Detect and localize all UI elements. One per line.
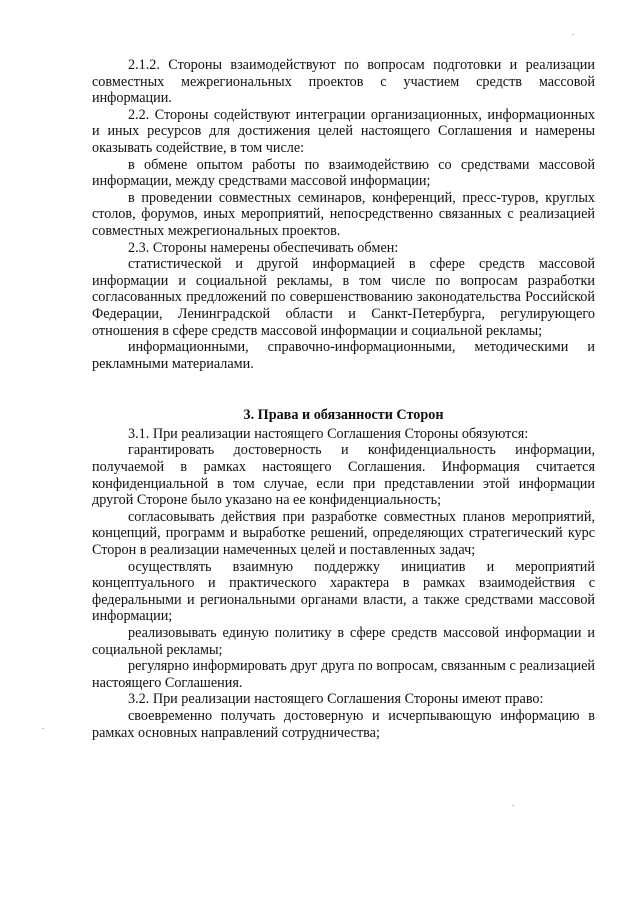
paragraph-2-1-2: 2.1.2. Стороны взаимодействуют по вопросам подготовки и реализации совместных межрегиональных проектов с участием средств массовой информации. — [92, 57, 595, 107]
paragraph-2-2-item-1: в обмене опытом работы по взаимодействию со средствами массовой информации, между средствами массовой информации; — [92, 156, 595, 190]
paragraph-3-1-item-1: гарантировать достоверность и конфиденциальность информации, получаемой в рамках настоящего Соглашения. Информация считается конфиденциальной в том случае, если при представлении этой информации другой Стороне было указано на ее конфиденциальность; — [92, 442, 595, 509]
document-body — [92, 57, 595, 741]
section-3-title: 3. Права и обязанности Сторон — [243, 407, 444, 424]
paragraph-3-1-item-5: регулярно информировать друг друга по вопросам, связанным с реализацией настоящего Соглашения. — [92, 658, 595, 691]
scan-speck — [512, 805, 514, 806]
paragraph-2-2: 2.2. Стороны содействуют интеграции организационных, информационных и иных ресурсов для достижения целей настоящего Соглашения и намерены оказывать содействие, в том числе: — [92, 106, 595, 156]
paragraph-3-1-item-4: реализовывать единую политику в сфере средств массовой информации и социальной рекламы; — [92, 625, 595, 658]
paragraph-2-3-item-2: информационными, справочно-информационными, методическими и рекламными материалами. — [92, 339, 595, 372]
paragraph-3-1-item-3: осуществлять взаимную поддержку инициатив и мероприятий концептуального и практического характера в рамках взаимодействия с федеральными и региональными органами власти, а также средствами массовой информации; — [92, 558, 595, 625]
paragraph-3-1-item-2: согласовывать действия при разработке совместных планов мероприятий, концепций, программ и выработке решений, определяющих стратегический курс Сторон в реализации намеченных целей и поставленных задач; — [92, 508, 595, 559]
paragraph-3-1: 3.1. При реализации настоящего Соглашения Стороны обязуются: — [128, 425, 529, 442]
paragraph-3-2: 3.2. При реализации настоящего Соглашения Стороны имеют право: — [128, 691, 544, 708]
paragraph-3-2-item-1: своевременно получать достоверную и исчерпывающую информацию в рамках основных направлений сотрудничества; — [92, 707, 595, 741]
paragraph-2-3-item-1: статистической и другой информацией в сфере средств массовой информации и социальной рекламы, в том числе по вопросам разработки согласованных предложений по совершенствованию законодательства Российской Федерации, Ленинградской области и Санкт-Петербурга, регулирующего отношения в сфере средств массовой информации и социальной рекламы; — [92, 256, 595, 339]
scan-speck — [572, 34, 574, 35]
paragraph-2-3: 2.3. Стороны намерены обеспечивать обмен: — [128, 239, 399, 256]
paragraph-2-2-item-2: в проведении совместных семинаров, конференций, пресс-туров, круглых столов, форумов, иных мероприятий, непосредственно связанных с реализацией совместных межрегиональных проектов. — [92, 189, 595, 239]
scan-speck — [42, 728, 44, 729]
